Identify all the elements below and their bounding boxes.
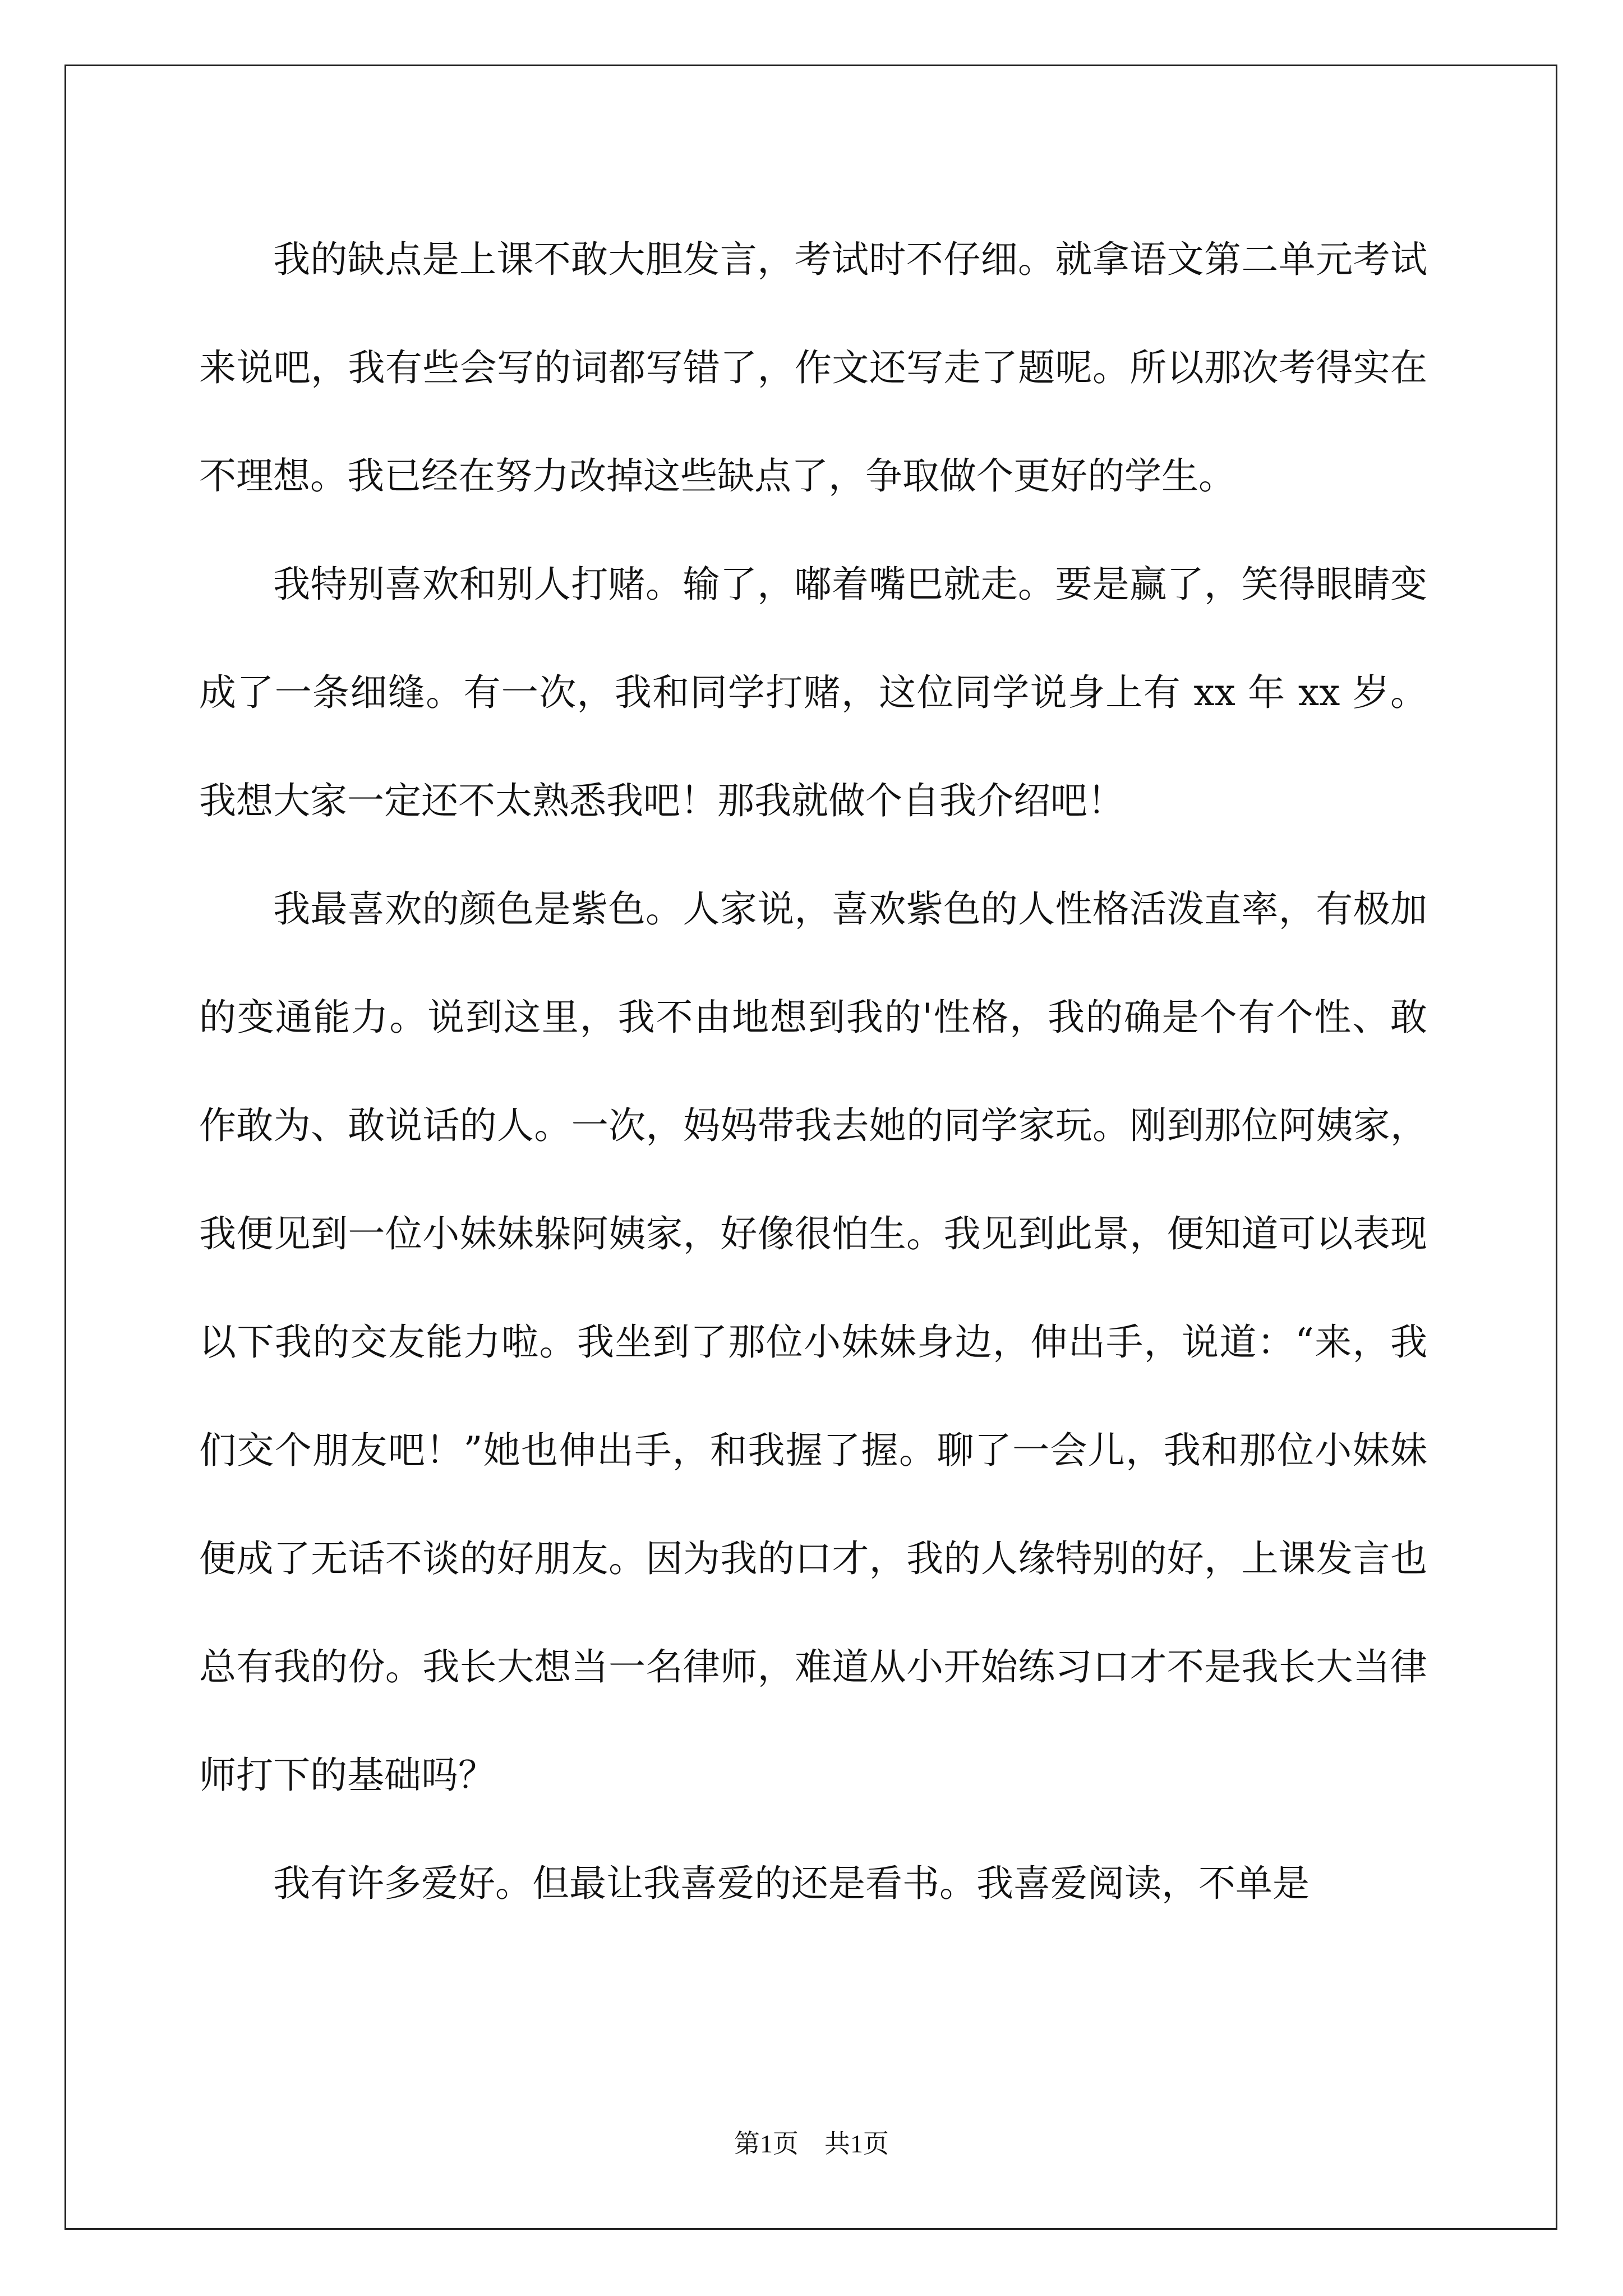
paragraph-1: 我的缺点是上课不敢大胆发言，考试时不仔细。就拿语文第二单元考试来说吧，我有些会写的词都写错了，作文还写走了题呢。所以那次考得实在不理想。我已经在努力改掉这些缺点了，争取做个更好的学生。 — [199, 238, 1427, 498]
paragraph-3: 我最喜欢的颜色是紫色。人家说，喜欢紫色的人性格活泼直率，有极加的变通能力。说到这里，我不由地想到我的'性格，我的确是个有个性、敢作敢为、敢说话的人。一次，妈妈带我去她的同学家玩。刚到那位阿姨家，我便见到一位小妹妹躲阿姨家，好像很怕生。我见到此景，便知道可以表现以下我的交友能力啦。我坐到了那位小妹妹身边，伸出手，说道：“来，我们交个朋友吧！”她也伸出手，和我握了握。聊了一会儿，我和那位小妹妹便成了无话不谈的好朋友。因为我的口才，我的人缘特别的好，上课发言也总有我的份。我长大想当一名律师，难道从小开始练习口才不是我长大当律师打下的基础吗？ — [199, 887, 1427, 1797]
paragraph-4: 我有许多爱好。但最让我喜爱的还是看书。我喜爱阅读，不单是 — [273, 1862, 1310, 1905]
document-body — [199, 205, 1427, 1938]
paragraph-2: 我特别喜欢和别人打赌。输了，嘟着嘴巴就走。要是赢了，笑得眼睛变成了一条细缝。有一次，我和同学打赌，这位同学说身上有 xx 年 xx 岁。我想大家一定还不太熟悉我吧！那我就做个自我介绍吧！ — [199, 563, 1427, 822]
page-number-footer: 第1页 共1页 — [734, 2129, 889, 2158]
